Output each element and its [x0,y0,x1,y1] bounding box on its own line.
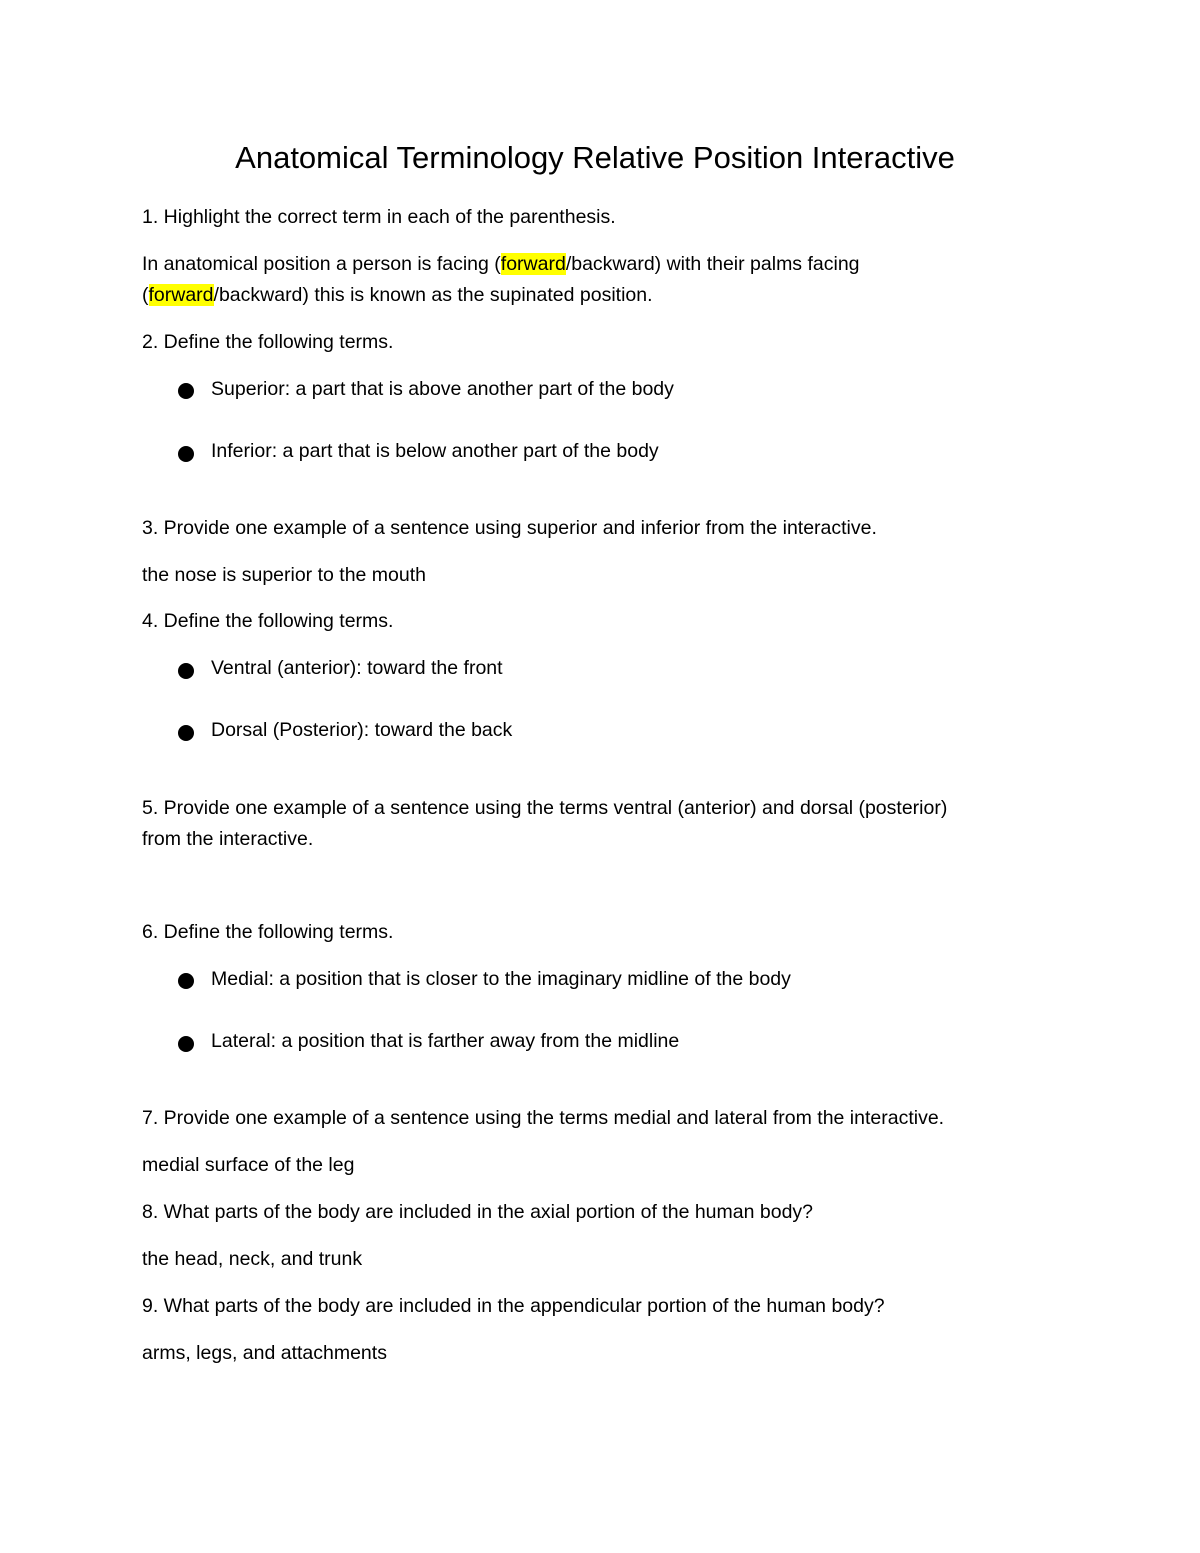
question-6-prompt: 6. Define the following terms. [142,921,394,943]
bullet-icon [178,383,194,399]
question-7-answer: medial surface of the leg [142,1154,355,1176]
question-7-prompt: 7. Provide one example of a sentence using the terms medial and lateral from the interactive. [142,1107,945,1129]
question-1-line-2 [142,280,653,311]
question-3-answer: the nose is superior to the mouth [142,564,426,586]
bullet-icon [178,973,194,989]
bullet-icon [178,725,194,741]
question-5-prompt-line-2: from the interactive. [142,828,314,850]
question-1-line-1-end: /backward) with their palms facing [565,253,860,275]
definition-dorsal: Dorsal (Posterior): toward the back [211,719,513,741]
definition-inferior: Inferior: a part that is below another part of the body [211,440,659,462]
question-1-line-1 [142,249,860,280]
question-9-prompt: 9. What parts of the body are included in the appendicular portion of the human body? [142,1295,885,1317]
question-1-line-2-end: /backward) this is known as the supinated position. [213,284,653,306]
question-1-prompt: 1. Highlight the correct term in each of the parenthesis. [142,206,616,228]
question-8-answer: the head, neck, and trunk [142,1248,363,1270]
question-5-prompt-line-1: 5. Provide one example of a sentence using the terms ventral (anterior) and dorsal (posterior) [142,797,948,819]
definition-lateral: Lateral: a position that is farther away from the midline [211,1030,680,1052]
definition-ventral: Ventral (anterior): toward the front [211,657,503,679]
bullet-icon [178,446,194,462]
highlighted-term-forward: forward [148,284,214,306]
highlighted-term-forward: forward [500,253,566,275]
bullet-icon [178,663,194,679]
question-9-answer: arms, legs, and attachments [142,1342,387,1364]
question-3-prompt: 3. Provide one example of a sentence using superior and inferior from the interactive. [142,517,877,539]
question-2-prompt: 2. Define the following terms. [142,331,394,353]
bullet-icon [178,1036,194,1052]
definition-superior: Superior: a part that is above another part of the body [211,378,674,400]
page-title: Anatomical Terminology Relative Position Interactive [235,140,955,175]
question-4-prompt: 4. Define the following terms. [142,610,394,632]
definition-medial: Medial: a position that is closer to the imaginary midline of the body [211,968,791,990]
question-1-line-2-start: ( [142,284,149,306]
question-8-prompt: 8. What parts of the body are included in the axial portion of the human body? [142,1201,814,1223]
question-1-line-1-start: In anatomical position a person is facing ( [142,253,501,275]
